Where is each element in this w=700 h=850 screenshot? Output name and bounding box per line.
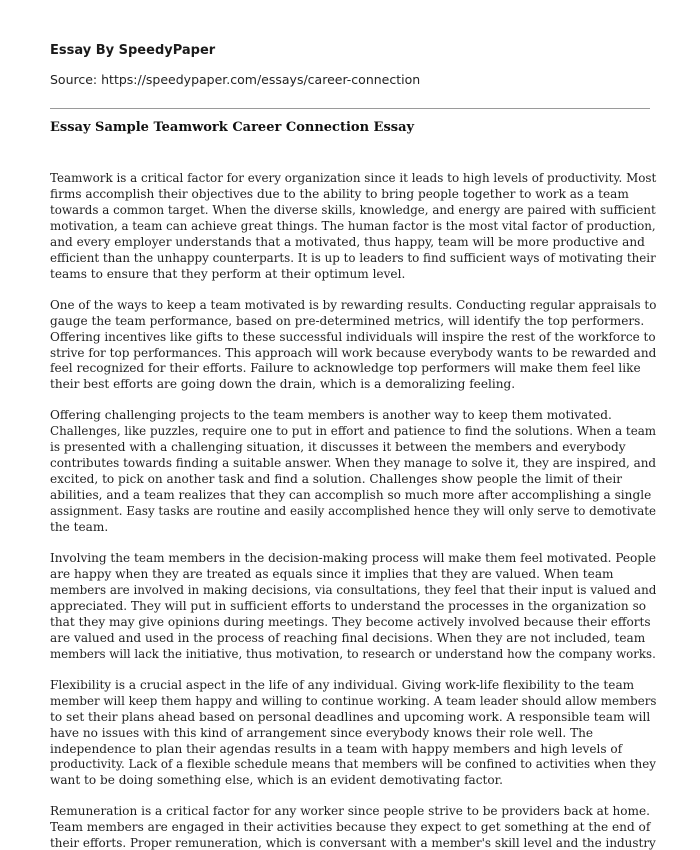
essay-line: feel recognized for their efforts. Failure to acknowledge top performers will make them feel like — [50, 361, 641, 376]
essay-title: Essay Sample Teamwork Career Connection Essay — [50, 120, 415, 135]
essay-line: abilities, and a team realizes that they can accomplish so much more after accomplishing a single — [50, 488, 652, 503]
essay-line: members are involved in making decisions, via consultations, they feel that their input is valued and — [50, 582, 657, 597]
essay-line: appreciated. They will put in sufficient efforts to understand the processes in the organization so — [50, 598, 647, 613]
essay-line: Challenges, like puzzles, require one to put in effort and patience to find the solutions. When a team — [50, 424, 657, 439]
header-divider — [50, 108, 650, 109]
essay-line: Team members are engaged in their activities because they expect to get something at the end of — [50, 820, 651, 835]
essay-line: firms accomplish their objectives due to the ability to bring people together to work as a team — [50, 186, 629, 201]
document-header-title: Essay By SpeedyPaper — [50, 43, 216, 58]
essay-line: are happy when they are treated as equals since it implies that they are valued. When team — [50, 566, 614, 581]
essay-line: their efforts. Proper remuneration, which is conversant with a member's skill level and the industry — [50, 836, 656, 850]
document-source-line: Source: https://speedypaper.com/essays/career-connection — [50, 72, 421, 87]
essay-paragraph — [50, 298, 656, 394]
essay-line: Remuneration is a critical factor for any worker since people strive to be providers back at home. — [50, 804, 651, 819]
essay-line: productivity. Lack of a flexible schedule means that members will be confined to activities when they — [50, 757, 656, 772]
essay-body — [50, 171, 656, 850]
essay-line: are valued and used in the process of reaching final decisions. When they are not included, team — [50, 630, 646, 645]
essay-line: One of the ways to keep a team motivated is by rewarding results. Conducting regular appraisals to — [50, 297, 657, 312]
essay-line: have no issues with this kind of arrangement since everybody knows their role well. The — [50, 725, 594, 740]
essay-line: assignment. Easy tasks are routine and easily accomplished hence they will only serve to demotivate — [50, 504, 657, 519]
essay-line: efficient than the unhappy counterparts. It is up to leaders to find sufficient ways of motivating their — [50, 250, 656, 265]
essay-line: contributes towards finding a suitable answer. When they manage to solve it, they are inspired, and — [50, 456, 657, 471]
essay-line: Teamwork is a critical factor for every organization since it leads to high levels of productivity. Most — [50, 171, 657, 185]
essay-line: member will keep them happy and willing to continue working. A team leader should allow members — [50, 693, 657, 708]
essay-line: independence to plan their agendas results in a team with happy members and high levels of — [50, 741, 623, 756]
essay-line: to set their plans ahead based on personal deadlines and upcoming work. A responsible team will — [50, 709, 651, 724]
essay-line: their best efforts are going down the drain, which is a demoralizing feeling. — [50, 377, 516, 392]
essay-line: excited, to pick on another task and find a solution. Challenges show people the limit of their — [50, 472, 623, 487]
essay-line: Involving the team members in the decision-making process will make them feel motivated. People — [50, 551, 656, 566]
essay-paragraph — [50, 551, 656, 663]
essay-line: towards a common target. When the diverse skills, knowledge, and energy are paired with sufficient — [50, 202, 656, 217]
essay-line: strive for top performances. This approach will work because everybody wants to be rewarded and — [50, 345, 657, 360]
essay-paragraph — [50, 408, 656, 536]
essay-line: is presented with a challenging situation, it discusses it between the members and everybody — [50, 440, 626, 455]
essay-line: Offering challenging projects to the team members is another way to keep them motivated. — [50, 408, 612, 423]
essay-line: teams to ensure that they perform at their optimum level. — [50, 266, 406, 281]
essay-paragraph — [50, 171, 656, 283]
essay-line: that they may give opinions during meetings. They become actively involved because their efforts — [50, 614, 651, 629]
essay-line: want to be doing something else, which is an evident demotivating factor. — [50, 773, 503, 788]
essay-line: and every employer understands that a motivated, thus happy, team will be more productive and — [50, 234, 645, 249]
essay-paragraph — [50, 678, 656, 790]
essay-line: gauge the team performance, based on pre-determined metrics, will identify the top performers. — [50, 313, 645, 328]
essay-line: members will lack the initiative, thus motivation, to research or understand how the company works. — [50, 646, 656, 661]
essay-line: the team. — [50, 520, 109, 535]
essay-line: Offering incentives like gifts to these successful individuals will inspire the rest of the workforce to — [50, 329, 656, 344]
essay-line: motivation, a team can achieve great things. The human factor is the most vital factor of production, — [50, 218, 656, 233]
essay-paragraph — [50, 804, 656, 850]
essay-line: Flexibility is a crucial aspect in the life of any individual. Giving work-life flexibility to the team — [50, 677, 635, 692]
